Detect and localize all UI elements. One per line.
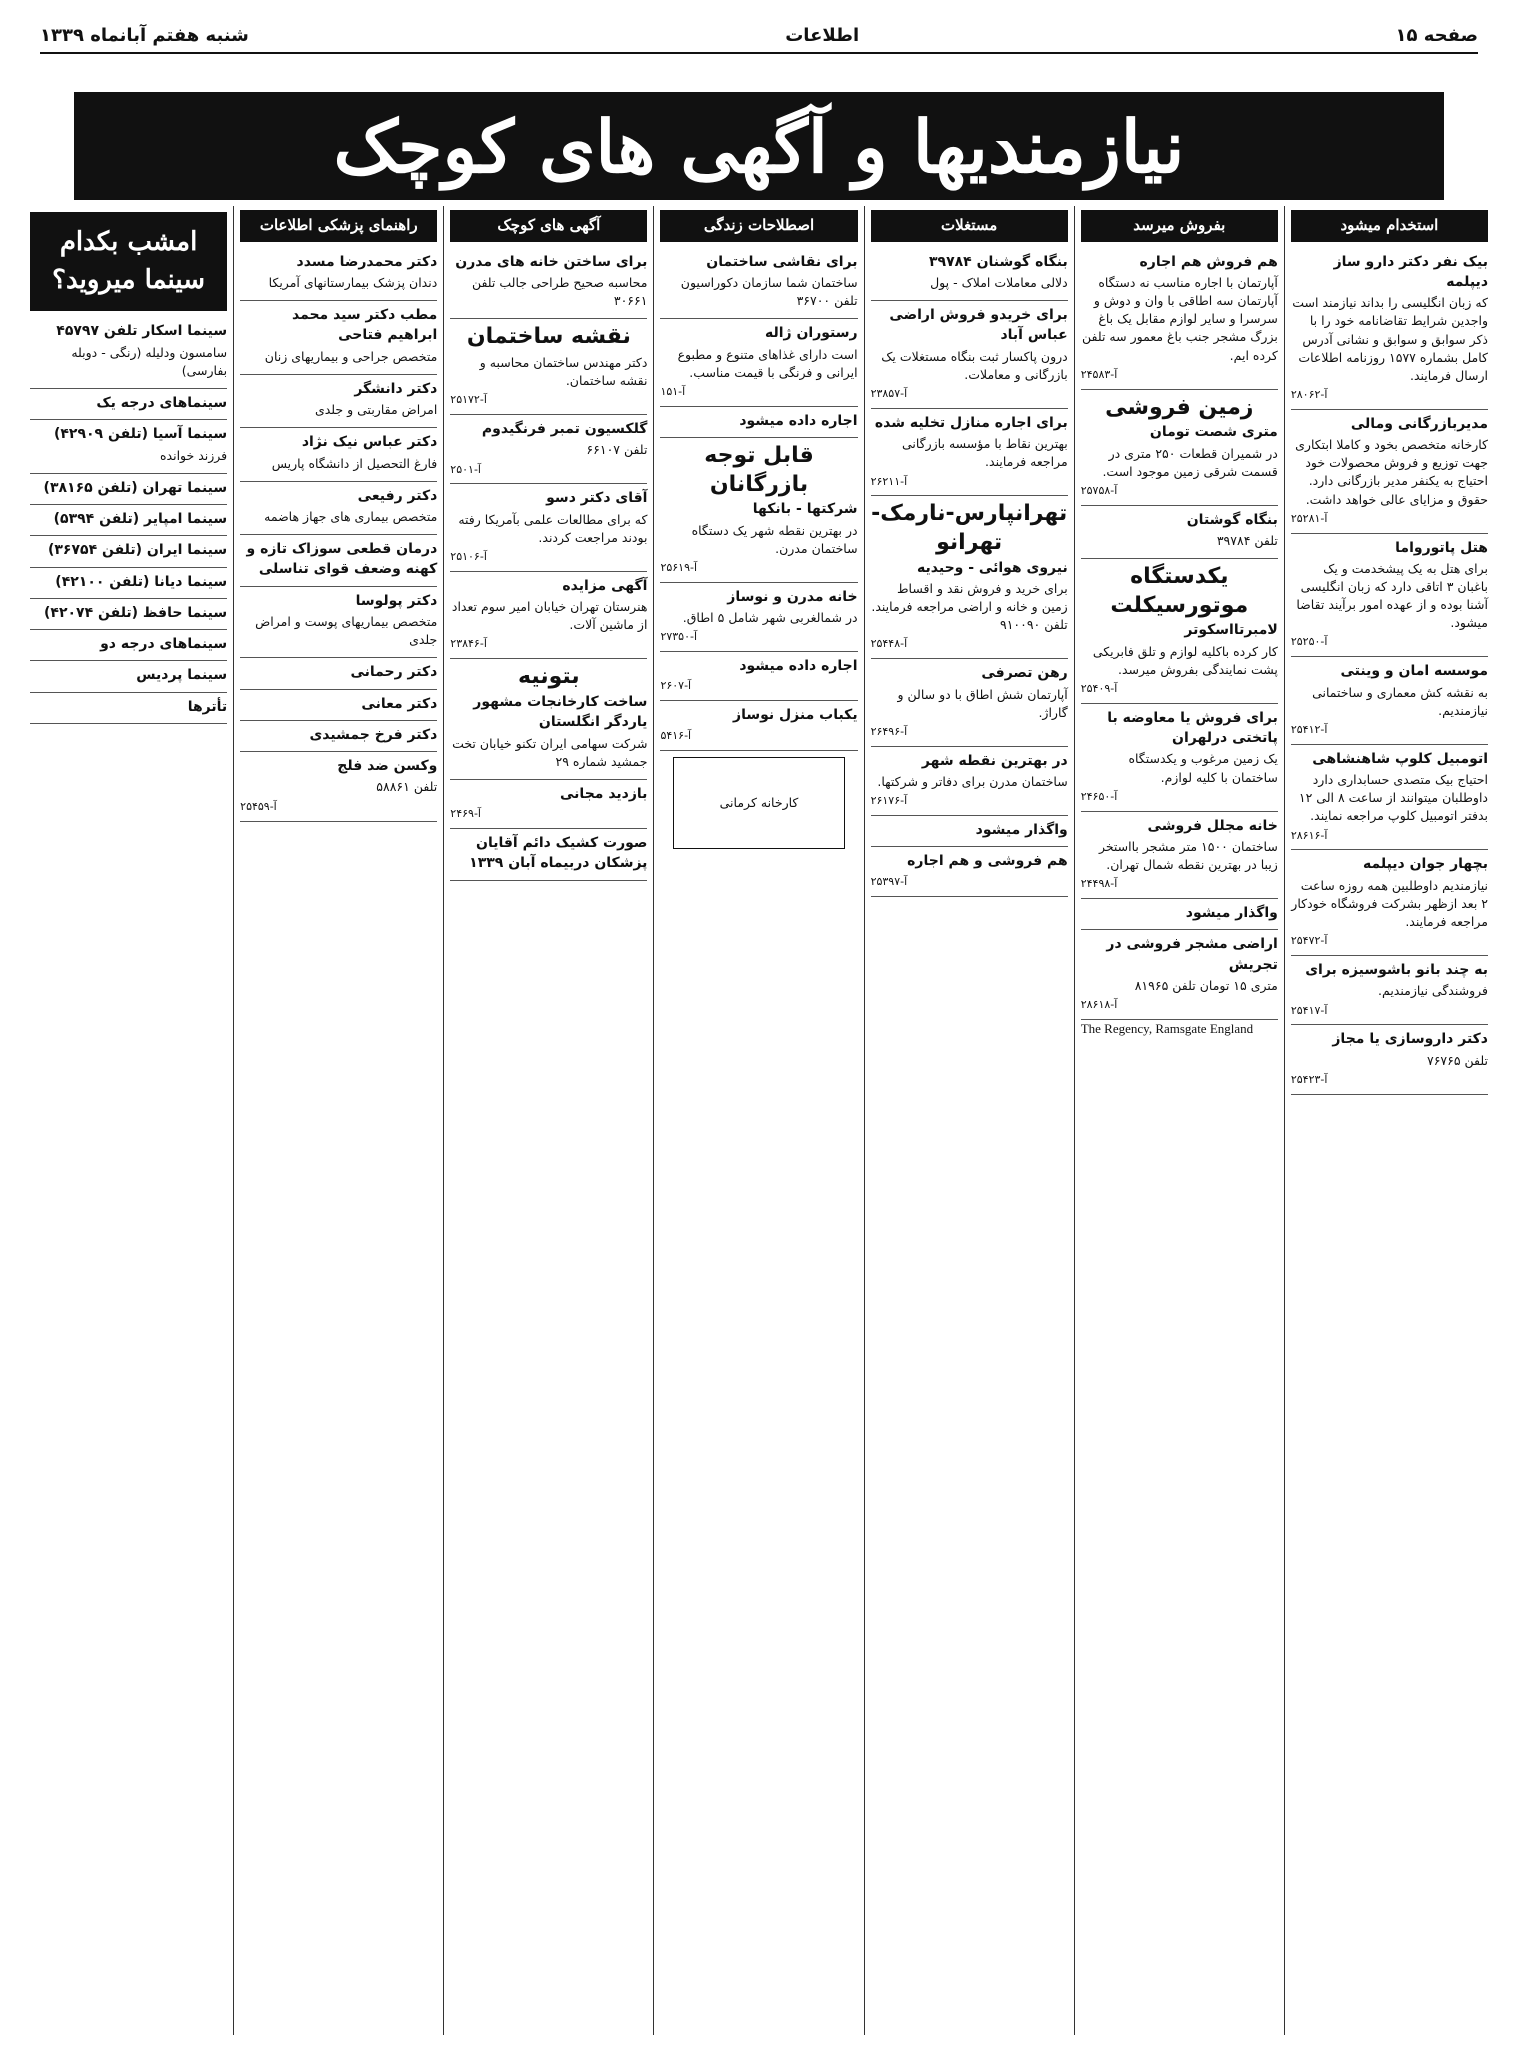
ad-item: [30, 536, 227, 567]
ad-title: سینماهای درجه یک: [96, 394, 228, 411]
ad-item: [240, 587, 437, 659]
ad-item: [871, 496, 1068, 659]
ad-code: آ-۲۵۲۵۰: [1290, 635, 1328, 649]
ad-body: تلفن ۳۹۷۸۴: [1216, 532, 1278, 548]
ad-item: [660, 407, 857, 438]
ad-code: آ-۱۵۱: [660, 384, 686, 398]
ad-body: احتیاج بیک متصدی حسابداری دارد داوطلبان میتوانند از ساعت ۸ الی ۱۲ بدفتر اتومبیل کلوپ مراجعه نمایند.: [1298, 772, 1488, 824]
column-heading: آگهی های کوچک: [450, 210, 647, 242]
ad-body: متخصص بیماریهای پوست و امراض جلدی: [255, 614, 438, 648]
ad-item: [450, 484, 647, 571]
ad-item: [1081, 506, 1278, 559]
ad-code: آ-۲۶۴۹۶: [870, 724, 908, 738]
ad-body: درون پاکسار ثبت بنگاه مستغلات یک بازرگانی و معاملات.: [881, 348, 1068, 382]
ad-headline-large: یکدستگاه موتورسیکلت: [1110, 564, 1249, 618]
ad-title: لامبرتااسکوتر: [1184, 622, 1278, 639]
ad-item: [30, 568, 227, 599]
ad-body: در بهترین نقطه شهر یک دستگاه ساختمان مدرن.: [691, 522, 858, 556]
ad-column: [1074, 206, 1284, 2035]
page-number: صفحه ۱۵: [1395, 24, 1478, 46]
ad-item: [240, 428, 437, 481]
ad-item: [450, 319, 647, 415]
columns-container: [24, 206, 1494, 2035]
ad-title: واگذار میشود: [975, 822, 1068, 839]
issue-date: شنبه هفتم آبانماه ۱۳۳۹: [40, 24, 249, 46]
ad-title: سینما دیانا (تلفن ۴۲۱۰۰): [55, 573, 228, 590]
ad-item: [450, 780, 647, 829]
ad-title: سینما پردیس: [136, 667, 228, 684]
ad-title: سینما ایران (تلفن ۳۶۷۵۴): [47, 542, 228, 559]
ad-item: [1291, 1025, 1488, 1094]
ad-code: آ-۲۵۱۷۲: [450, 393, 487, 407]
ad-column: [1284, 206, 1494, 2035]
ad-code: آ-۲۴۵۸۳: [1080, 367, 1118, 381]
ad-title: اجاره داده میشود: [739, 658, 858, 675]
ad-code: آ-۲۵۴۵۹: [240, 799, 277, 813]
ad-body: ساختمان شما سازمان دکوراسیون تلفن ۳۶۷۰۰: [680, 275, 858, 309]
ad-item: [871, 301, 1068, 409]
ad-body: یک زمین مرغوب و یکدستگاه ساختمان با کلیه لوازم.: [1128, 751, 1278, 785]
ad-title: دکتر فرخ جمشیدی: [309, 726, 438, 743]
page-header: [40, 18, 1478, 54]
ad-item: [660, 652, 857, 701]
ad-title: بچهار جوان دیپلمه: [1362, 856, 1488, 873]
ad-body: تلفن ۷۶۷۶۵: [1426, 1052, 1488, 1068]
column-heading: مستغلات: [871, 210, 1068, 242]
ad-body: دلالی معاملات املاک - پول: [930, 275, 1068, 291]
ad-item: [30, 389, 227, 420]
ad-column: [233, 206, 443, 2035]
ad-item: [240, 535, 437, 587]
ad-item: [1081, 559, 1278, 704]
ad-item: [450, 572, 647, 659]
ad-body: آپارتمان شش اطاق با دو سالن و گاراژ.: [897, 686, 1068, 720]
ad-title: سینما امپایر (تلفن ۵۳۹۴): [53, 510, 228, 527]
ad-title: اجاره داده میشود: [739, 412, 858, 429]
ad-code: آ-۲۶۱۷۶: [870, 794, 908, 808]
ad-item: [30, 661, 227, 692]
ad-item: [1081, 390, 1278, 506]
ad-item: [660, 701, 857, 750]
ad-column: [24, 206, 233, 2035]
ad-title: واگذار میشود: [1185, 905, 1278, 922]
ad-item: [660, 248, 857, 320]
column-heading: استخدام میشود: [1291, 210, 1488, 242]
ad-code: آ-۲۵۱۰۶: [450, 549, 487, 563]
ad-body: ساختمان ۱۵۰۰ متر مشجر بااستخر زیبا در بهترین نقطه شمال تهران.: [1098, 838, 1278, 872]
ad-title: تأترها: [187, 698, 228, 715]
ad-title: رهن تصرفی: [981, 665, 1068, 682]
ad-body: شرکت سهامی ایران تکنو خیابان تخت جمشید شماره ۲۹: [452, 735, 648, 769]
ad-code: آ-۲۵۳۹۷: [870, 874, 908, 888]
ad-code: آ-۲۵۴۱۷: [1290, 1003, 1328, 1017]
ad-code: آ-۲۸۰۶۲: [1290, 387, 1328, 401]
ad-body: متخصص بیماری های جهاز هاضمه: [264, 509, 438, 525]
ad-item: [871, 747, 1068, 816]
ad-body: دندان پزشک بیمارستانهای آمریکا: [268, 275, 438, 291]
ad-item: [871, 816, 1068, 847]
ad-title: شرکتها - بانکها: [752, 501, 858, 518]
ad-item: [30, 317, 227, 389]
ad-title: سینما تهران (تلفن ۳۸۱۶۵): [43, 479, 228, 496]
ad-code: آ-۲۴۶۵۰: [1080, 789, 1118, 803]
ad-title: بنگاه گوشنان ۳۹۷۸۴: [928, 253, 1068, 270]
ad-item: [1291, 248, 1488, 410]
ad-title: برای نقاشی ساختمان: [706, 253, 858, 270]
ad-title: دکتر دانشگر: [354, 380, 438, 397]
ad-title: گلکسیون تمبر فرنگیدوم: [481, 421, 648, 438]
column-heading: امشب بکدام سینما میروید؟: [30, 212, 227, 311]
ad-title: دکتر محمدرضا مسدد: [296, 253, 438, 270]
ad-title: بازدید مجانی: [560, 785, 648, 802]
ad-code: آ-۲۷۳۵۰: [660, 630, 698, 644]
ad-title: خانه مجلل فروشی: [1147, 817, 1278, 834]
ad-body: کارخانه متخصص بخود و کاملا ابتکاری جهت توزیع و فروش محصولات خود احتیاج به یکنفر مدیر بازرگانی دارد. حقوق و مزایای عالی خواهد داشت.: [1295, 437, 1488, 507]
ad-item: [30, 693, 227, 724]
ad-body: تلفن ۵۸۸۶۱: [376, 779, 438, 795]
ad-title: دکتر پولوسا: [355, 592, 438, 609]
ad-title: درمان قطعی سوزاک تازه و کهنه وضعف قوای تناسلی: [246, 541, 438, 578]
logo-text: کارخانه کرمانی: [719, 794, 799, 810]
ad-body: فارغ التحصیل از دانشگاه پاریس: [271, 455, 438, 471]
ad-item: [240, 482, 437, 535]
ad-code: آ-۲۸۶۱۸: [1080, 998, 1118, 1012]
ad-item: [1291, 657, 1488, 744]
ad-title: برای خریدو فروش اراضی عباس آباد: [889, 307, 1068, 344]
ad-title: آقای دکتر دسو: [546, 490, 648, 507]
ad-item: [240, 721, 437, 752]
ad-body: امراض مقاربتی و جلدی: [314, 402, 438, 418]
ad-title: موسسه امان و وینتی: [1340, 663, 1488, 680]
ad-code: آ-۲۵۴۷۲: [1290, 934, 1328, 948]
ad-code: آ-۲۳۸۵۷: [870, 387, 908, 401]
ad-title: دکتر عباس نیک نژاد: [301, 434, 438, 451]
sewing-machine-logo: [673, 757, 845, 849]
ad-item: [660, 319, 857, 406]
ad-title: برای فروش یا معاوضه با پاتختی درلهران: [1107, 709, 1278, 747]
ad-title: مطب دکتر سید محمد ابراهیم فتاحی: [291, 307, 438, 344]
ad-title: برای اجاره منازل تخلیه شده: [874, 414, 1068, 431]
ad-item: [871, 409, 1068, 496]
ad-body: که برای مطالعات علمی بآمریکا رفته بودند مراجعت کردند.: [458, 511, 648, 545]
ad-item: [1291, 956, 1488, 1025]
ad-item: [1291, 745, 1488, 851]
ad-item: [30, 599, 227, 630]
ad-code: آ-۵۴۱۶: [660, 728, 692, 742]
ad-title: دکتر معانی: [361, 695, 438, 712]
ad-item: [1291, 850, 1488, 956]
paper-name: اطلاعات: [785, 24, 860, 46]
ad-item: [871, 847, 1068, 896]
ad-title: در بهترین نقطه شهر: [921, 752, 1068, 769]
ad-item: [30, 505, 227, 536]
ad-body: در شمالغربی شهر شامل ۵ اطاق.: [682, 610, 858, 626]
ad-title: صورت کشیک دائم آقایان پزشکان دربیماه آبان ۱۳۳۹: [469, 835, 648, 872]
ad-code: آ-۲۵۲۸۱: [1290, 511, 1328, 525]
ad-body: متخصص جراحی و بیماریهای زنان: [264, 348, 438, 364]
ad-code: آ-۲۳۸۴۶: [450, 637, 487, 651]
ad-item: [240, 301, 437, 375]
ad-title: دکتر رفیعی: [357, 487, 438, 504]
ad-body: که زبان انگلیسی را بداند نیازمند است واجدین شرایط تقاضانامه خود را با ذکر سوابق و سوابق و نشانی آدرس کامل بشماره ۱۵۷۷ روزنامه اطلاعات ارسال فرمایند.: [1292, 295, 1488, 383]
ad-title: سینما حافظ (تلفن ۴۲۰۷۴): [44, 604, 228, 621]
ad-item: [240, 658, 437, 689]
ad-code: آ-۲۵۶۱۹: [660, 560, 698, 574]
ad-item: [660, 583, 857, 652]
ad-code: آ-۲۴۴۹۸: [1080, 877, 1118, 891]
ad-item: [871, 659, 1068, 746]
ad-item: [450, 829, 647, 881]
ad-item: [450, 659, 647, 779]
ad-title: خانه مدرن و نوساز: [727, 588, 858, 605]
ad-item: [240, 690, 437, 721]
ad-title: رستوران ژاله: [764, 325, 858, 342]
column-heading: راهنمای پزشکی اطلاعات: [240, 210, 437, 242]
ad-body: بهترین نقاط با مؤسسه بازرگانی مراجعه فرمایند.: [901, 436, 1068, 470]
ad-title: برای ساختن خانه های مدرن: [455, 253, 648, 270]
ad-title: بیک نفر دکتر دارو ساز دیپلمه: [1333, 253, 1488, 291]
ad-title: سینما آسیا (تلفن ۴۲۹۰۹): [53, 426, 228, 443]
ad-item: [660, 438, 857, 583]
ad-code: آ-۲۵۰۱: [450, 462, 481, 476]
ad-title: سینما اسکار تلفن ۴۵۷۹۷: [56, 323, 228, 340]
ad-headline-large: نقشه ساختمان: [466, 324, 631, 350]
ad-item: [1081, 704, 1278, 812]
ad-headline-large: زمین فروشی: [1105, 394, 1254, 420]
ad-body: هنرستان تهران خیابان امیر سوم تعداد از ماشین آلات.: [451, 599, 648, 633]
ad-code: آ-۲۶۲۱۱: [870, 474, 908, 488]
ad-title: سینماهای درجه دو: [100, 636, 228, 653]
ad-item: [1081, 812, 1278, 899]
ad-headline-large: تهرانپارس-نارمک-تهرانو: [871, 501, 1068, 556]
ad-item: [30, 420, 227, 473]
ad-title: یکباب منزل نوساز: [733, 707, 858, 724]
ad-body: برای هتل به یک پیشخدمت و یک باغبان ۳ اتاقی دارد که زبان انگلیسی آشنا بوده و از عهده امور برآیند تقاضا میشود.: [1296, 560, 1488, 631]
ad-code: آ-۲۵۷۵۸: [1080, 483, 1118, 497]
ad-body: کار کرده باکلیه لوازم و تلق فابریکی پشت نمایندگی بفروش میرسد.: [1092, 643, 1278, 677]
ad-body: سامسون ودلیله (رنگی - دوبله بفارسی): [71, 344, 228, 378]
english-address: The Regency, Ramsgate England: [1080, 1021, 1254, 1036]
ad-item: [30, 474, 227, 505]
ad-title: آگهی مزایده: [562, 577, 648, 594]
ad-body: ساختمان مدرن برای دفاتر و شرکتها.: [877, 774, 1068, 790]
ad-body: دکتر مهندس ساختمان محاسبه و نقشه ساختمان.: [479, 354, 648, 389]
ad-code: آ-۲۸۶۱۶: [1290, 828, 1328, 842]
ad-item: [450, 415, 647, 484]
ad-title: بنگاه گوشتان: [1186, 511, 1278, 528]
ad-title: مدیربازرگانی ومالی: [1350, 415, 1488, 432]
ad-item: [240, 752, 437, 821]
ad-code: آ-۲۵۴۱۲: [1290, 722, 1328, 736]
ad-code: آ-۲۶۰۷: [660, 679, 692, 693]
ad-title: اتومبیل کلوپ شاهنشاهی: [1312, 750, 1488, 767]
column-heading: اصطلاحات زندگی: [660, 210, 857, 242]
ad-body: به نقشه کش معماری و ساختمانی نیازمندیم.: [1312, 684, 1488, 718]
ad-body: محاسبه صحیح طراحی جالب تلفن ۳۰۶۶۱: [471, 275, 648, 309]
masthead: نیازمندیها و آگهی های کوچک: [74, 92, 1444, 200]
ad-title: هم فروش هم اجاره: [1139, 253, 1278, 270]
ad-body: آپارتمان با اجاره مناسب نه دستگاه آپارتمان سه اطاقی با وان و دوش و سرسرا و سایر لوازم مقابل یک باغ بزرگ مشجر جنب باغ معمور سه تلفن کرده ایم.: [1082, 275, 1278, 363]
ad-column: [864, 206, 1074, 2035]
ad-title: به چند بانو باشوسیزه برای: [1305, 962, 1488, 979]
ad-title: ساخت کارخانجات مشهور یاردگر انگلستان: [473, 694, 648, 731]
ad-body: تلفن ۶۶۱۰۷: [586, 442, 648, 458]
ad-title: دکتر داروسازی یا مجاز: [1332, 1031, 1488, 1048]
ad-title: اراضی مشجر فروشی در تجریش: [1106, 936, 1278, 973]
ad-code: آ-۲۵۴۴۸: [870, 637, 908, 651]
ad-headline-large: بتونیه: [518, 664, 580, 690]
ad-body: نیازمندیم داوطلبین همه روزه ساعت ۲ بعد ازظهر بشرکت فروشگاه خودکار مراجعه فرمایند.: [1291, 877, 1488, 930]
ad-title: هم فروشی و هم اجاره: [907, 853, 1068, 870]
ad-headline-large: قابل توجه بازرگانان: [704, 443, 814, 497]
ad-body: فروشندگی نیازمندیم.: [1378, 983, 1488, 999]
ad-item: [1291, 534, 1488, 658]
ad-code: آ-۲۴۶۹: [450, 807, 481, 821]
ad-item: [1081, 248, 1278, 390]
ad-item: [1081, 899, 1278, 930]
column-heading: بفروش میرسد: [1081, 210, 1278, 242]
ad-column: [653, 206, 863, 2035]
ad-item: [450, 248, 647, 320]
ad-item: [240, 248, 437, 301]
ad-title: وکسن ضد فلج: [337, 758, 438, 775]
ad-title: متری شصت تومان: [1149, 424, 1278, 441]
ad-item: [871, 248, 1068, 301]
ad-body: در شمیران قطعات ۲۵۰ متری در قسمت شرقی زمین موجود است.: [1102, 445, 1278, 479]
ad-title: دکتر رحمانی: [350, 664, 438, 681]
ad-title: نیروی هوائی - وحیدیه: [917, 559, 1068, 576]
ad-body: برای خرید و فروش نقد و اقساط زمین و خانه و اراضی مراجعه فرمایند. تلفن ۹۱۰۰۹۰: [871, 580, 1068, 633]
ad-code: آ-۲۵۴۲۳: [1290, 1072, 1328, 1086]
ad-item: [1081, 930, 1278, 1020]
ad-body: متری ۱۵ تومان تلفن ۸۱۹۶۵: [1134, 977, 1278, 993]
ad-body: فرزند خوانده: [159, 447, 228, 463]
ad-code: آ-۲۵۴۰۹: [1080, 681, 1118, 695]
ad-column: [443, 206, 653, 2035]
ad-title: هتل پاتورواما: [1395, 539, 1488, 556]
ad-item: [240, 375, 437, 428]
ad-item: [30, 630, 227, 661]
ad-item: [1291, 410, 1488, 534]
ad-body: است دارای غذاهای متنوع و مطبوع ایرانی و فرنگی با قیمت مناسب.: [677, 346, 858, 380]
